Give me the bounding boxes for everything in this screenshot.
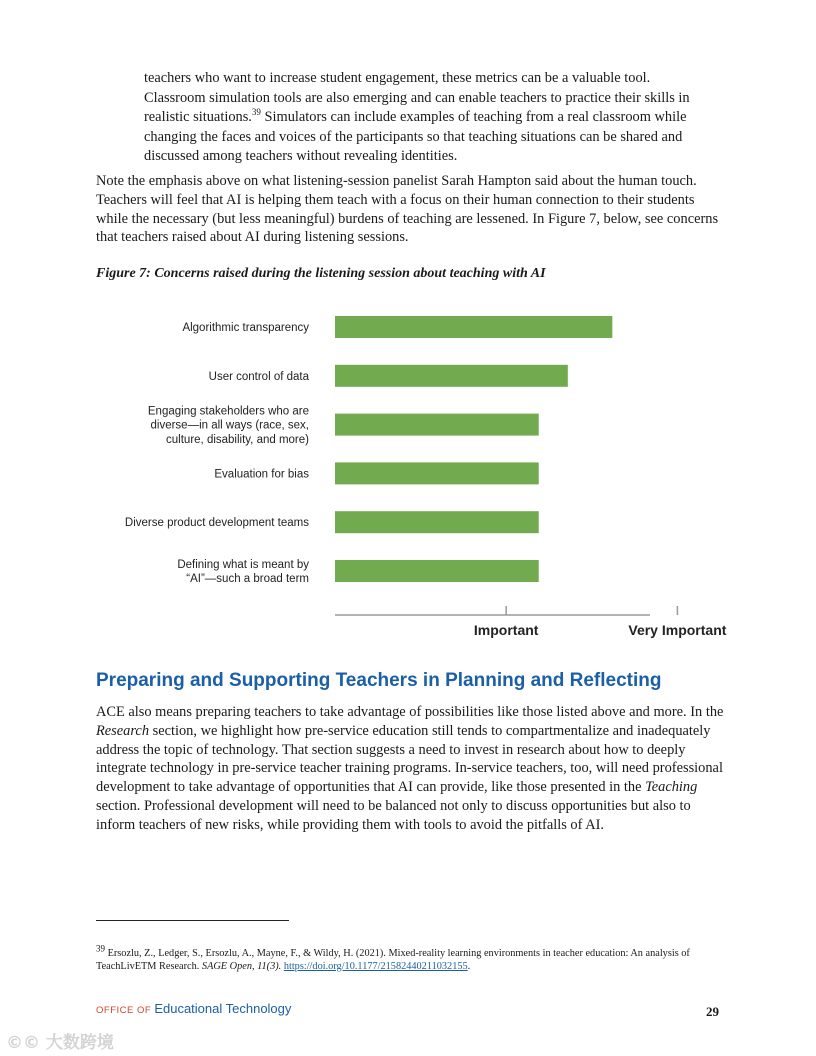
note-paragraph: Note the emphasis above on what listening-session panelist Sarah Hampton said about the human touch. Teachers will feel that AI is helping them teach with a focus on their human connection to their students while the necessary (but less meaningful) burdens of teaching are lessened. In Figure 7, below, see concerns that teachers raised about AI during listening sessions. <box>96 173 719 246</box>
research-section-ref: Research <box>96 722 150 739</box>
footnote <box>96 943 716 973</box>
chart-category-label: culture, disability, and more) <box>166 433 309 446</box>
ace-paragraph <box>96 703 724 835</box>
indented-paragraph <box>144 69 724 167</box>
teaching-section-ref: Teaching <box>645 779 698 796</box>
footnote-ref-39[interactable]: 39 <box>251 107 261 118</box>
chart-tick-label: Important <box>473 622 539 638</box>
chart-category-label: “AI”—such a broad term <box>186 573 309 586</box>
figure-caption: Figure 7: Concerns raised during the listening session about teaching with AI <box>96 266 546 281</box>
chart-category-label: Defining what is meant by <box>177 558 309 571</box>
indented-line-1: teachers who want to increase student engagement, these metrics can be a valuable tool. <box>144 70 651 86</box>
section-heading: Preparing and Supporting Teachers in Planning and Reflecting <box>96 670 662 691</box>
indented-text-a: Classroom simulation tools are also emerging and can enable teachers to practice their skills in realistic situations. <box>144 89 690 126</box>
footnote-text-3: . <box>467 960 471 972</box>
footnote-divider <box>96 920 289 921</box>
chart-bar <box>335 414 539 436</box>
chart-category-label: Evaluation for bias <box>214 468 309 481</box>
chart-category-label: Diverse product development teams <box>124 517 309 530</box>
chart-bar <box>335 365 568 387</box>
footer-office-name: Educational Technology <box>154 1001 292 1016</box>
chart-category-label: Engaging stakeholders who are <box>147 405 309 418</box>
ace-text-1: ACE also means preparing teachers to take advantage of possibilities like those listed above and more. In the <box>96 704 724 720</box>
footer-office-prefix: OFFICE OF <box>96 1005 155 1016</box>
footnote-marker: 39 <box>96 943 105 954</box>
footnote-text-1: Ersozlu, Z., Ledger, S., Ersozlu, A., Mayne, F., & Wildy, H. (2021). Mixed-reality learning environments in teacher education: An analysis of TeachLivETM Research. <box>96 948 690 972</box>
ace-text-3: section. Professional development will need to be balanced not only to discuss opportunities but also to inform teachers of new risks, while providing them with tools to avoid the pitfalls of AI. <box>96 797 691 833</box>
chart-bar <box>335 511 539 533</box>
chart-bar <box>335 462 539 484</box>
ace-text-2: section, we highlight how pre-service education still tends to compartmentalize and inadequately address the topic of technology. That section suggests a need to invest in research about how to deeply integrate technology in pre-service teacher training programs. In-service teachers, too, will need professional development to take advantage of opportunities that AI can provide, like those presented in the <box>96 722 723 796</box>
indented-line-rest <box>144 89 724 167</box>
indented-text-b: Simulators can include examples of teaching from a real classroom while changing the faces and voices of the participants so that teaching situations can be shared and discussed among teachers without revealing identities. <box>144 109 687 165</box>
chart-bar <box>335 316 612 338</box>
chart-category-label: User control of data <box>208 370 309 383</box>
page-number: 29 <box>706 1004 719 1019</box>
footnote-doi-link[interactable]: https://doi.org/10.1177/21582440211032155 <box>283 960 468 972</box>
chart-category-label: Algorithmic transparency <box>182 322 309 334</box>
chart-category-label: diverse—in all ways (race, sex, <box>150 419 309 432</box>
chart-bar <box>335 560 539 582</box>
footnote-journal: SAGE Open, 11(3). <box>201 960 282 972</box>
chart-tick-label: Very Important <box>628 622 727 638</box>
footer-brand <box>96 1001 291 1016</box>
watermark: ©© 大数跨境 <box>6 1033 114 1053</box>
